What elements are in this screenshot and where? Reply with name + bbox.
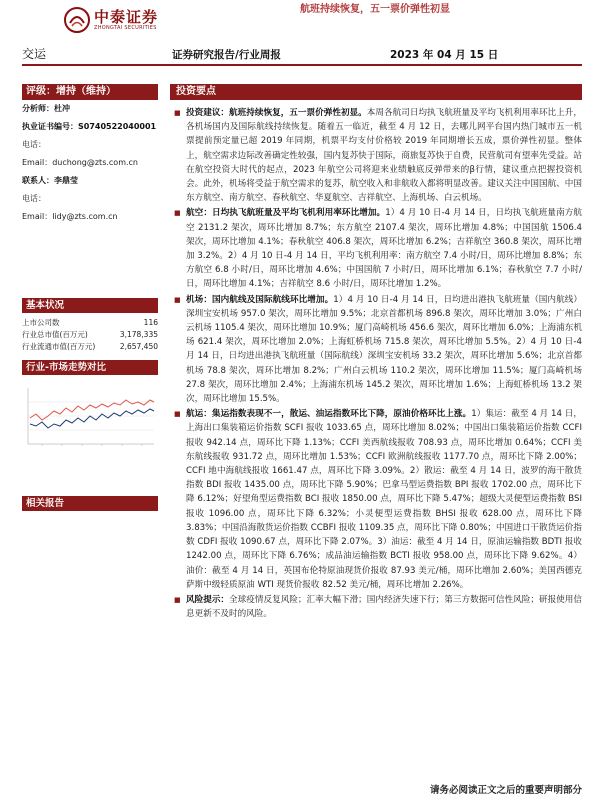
paragraph-airports <box>174 293 582 407</box>
related-reports-title: 相关报告 <box>22 496 158 511</box>
stat-value: 2,657,450 <box>119 342 158 351</box>
analyst-phone: 电话： <box>22 140 46 149</box>
contact-phone: 电话： <box>22 194 46 203</box>
contact-email[interactable]: Email：lidy@zts.com.cn <box>22 212 118 221</box>
contact-label: 联系人： <box>22 176 54 185</box>
paragraph-body: 本周各航司日均执飞航班量及平均飞机利用率环比上升，各机场国内及国际航线持续恢复。随着五一临近，截至 4 月 12 日，去哪儿网平台国内热门城市五一机票提前预定量已超 2019 年同期，机票平均支付价格较 2019 年同期增长五成，票价弹性初显。整体上，航空需求边际改善确定性较强，国内复苏快于国际，商旅复苏快于自费，民营航司有望率先受益。站在航空投资大时代的起点，2023 年航空公司将迎来业绩触底反弹带来的β行情，建议重点把握投资机会。此外，机场将受益于航空需求的复苏，航空收入和非航收入都将明显改善。建议关注中国国航、中国东方航空、南方航空、春秋航空、华夏航空、吉祥航空、上海机场、白云机场。 <box>186 108 582 204</box>
report-type: 证券研究报告/行业周报 <box>172 49 281 61</box>
paragraph-risk <box>174 593 582 621</box>
paragraph-investment-advice <box>174 106 582 205</box>
stat-value: 3,178,335 <box>119 330 158 339</box>
report-running-title: 航班持续恢复，五一票价弹性初显 <box>300 4 450 15</box>
report-date: 2023 年 04 月 15 日 <box>390 49 499 61</box>
paragraph-aviation <box>174 206 582 291</box>
sector-label: 交运 <box>22 47 47 61</box>
paragraph-body: 1）4 月 10 日-4 月 14 日，日均执飞航班量南方航空 2131.2 架次，周环比增加 8.7%；东方航空 2107.4 架次，周环比增加 4.8%；中国国航 1506.4 架次，周环比增加 4.1%；春秋航空 406.8 架次，周环比增加 6.2%；吉祥航空 360.8 架次，周环比增加 3.2%。2）4 月 10 日-4 月 14 日，平均飞机利用率：南方航空 7.4 小时/日，周环比增加 8.8%；东方航空 6.8 小时/日，周环比增加 4.6%；中国国航 7 小时/日，周环比增加 6.1%；春秋航空 7.7 小时/日，周环比增加 4.1%；吉祥航空 8.6 小时/日，周环比增加 1.2%。 <box>186 208 582 290</box>
trend-chart-title: 行业-市场走势对比 <box>22 360 158 375</box>
disclaimer-footer: 请务必阅读正文之后的重要声明部分 <box>429 785 582 796</box>
analyst-email[interactable]: Email：duchong@zts.com.cn <box>22 158 138 167</box>
report-body <box>174 106 582 622</box>
stat-label: 行业总市值(百万元) <box>22 330 88 339</box>
stat-row <box>22 330 158 340</box>
stat-label: 上市公司数 <box>22 318 60 327</box>
license-label: 执业证书编号： <box>22 122 78 131</box>
paragraph-body: 1）4 月 10 日-4 月 14 日，日均进出港执飞航班量（国内航线）深圳宝安机场 957.0 架次，周环比增加 9.5%；北京首都机场 896.8 架次，周环比增加 3.0%；广州白云机场 1105.4 架次，周环比增加 10.9%；厦门高崎机场 456.6 架次，周环比增加 6.0%；上海浦东机场 621.4 架次，周环比增加 2.0%；上海虹桥机场 715.8 架次，周环比增加 5.5%。2）4 月 10 日-4 月 14 日，日均进出港执飞航班量（国际航线）深圳宝安机场 33.2 架次，周环比增加 5.6%；北京首都机场 78.8 架次，周环比增加 8.2%；广州白云机场 110.2 架次，周环比增加 11.5%；厦门高崎机场 27.8 架次，周环比增加 2.4%；上海浦东机场 145.2 架次，周环比增加 1.6%；上海虹桥机场 13.2 架次，周环比增加 15.5%。 <box>186 294 582 405</box>
brand-logo-icon <box>64 7 90 33</box>
brand-logo <box>64 6 174 34</box>
paragraph-lead: 投资建议：航班持续恢复，五一票价弹性初显。 <box>186 108 367 118</box>
paragraph-lead: 风险提示： <box>186 594 230 605</box>
paragraph-lead: 机场：国内航线及国际航线环比增加。 <box>186 294 334 305</box>
analyst-label: 分析师： <box>22 104 54 113</box>
contact-line <box>22 176 162 186</box>
investment-highlights-title: 投资要点 <box>170 84 582 100</box>
basic-status-title: 基本状况 <box>22 298 158 313</box>
analyst-name: 杜冲 <box>54 104 70 113</box>
stat-row <box>22 342 158 352</box>
contact-name: 李鼎莹 <box>54 176 78 185</box>
analyst-line <box>22 104 162 114</box>
sector-series-line <box>30 409 154 428</box>
paragraph-shipping <box>174 407 582 592</box>
header-divider <box>22 64 582 66</box>
rating-badge: 评级：增持（维持） <box>22 84 158 100</box>
stat-value: 116 <box>143 318 158 327</box>
paragraph-lead: 航空：日均执飞航班量及平均飞机利用率环比增加。 <box>186 208 386 219</box>
paragraph-body: 全球疫情反复风险；汇率大幅下滑；国内经济失速下行；第三方数据可信性风险；研报使用信息更新不及时的风险。 <box>186 594 582 620</box>
paragraph-body: 1）集运：截至 4 月 14 日，上海出口集装箱运价指数 SCFI 报收 1033.65 点，周环比增加 8.02%；中国出口集装箱运价指数 CCFI 报收 942.14 点，周环比下降 1.13%；CCFI 美西航线报收 708.93 点，周环比增加 0.64%；CCFI 美东航线报收 931.72 点，周环比增加 1.53%；CCFI 欧洲航线报收 1177.70 点，周环比下降 2.00%；CCFI 地中海航线报收 1661.47 点，周环比下降 3.09%。2）散运：截至 4 月 14 日，波罗的海干散货指数 BDI 报收 1435.00 点，周环比下降 5.90%；巴拿马型运费指数 BPI 报收 1702.00 点，周环比下降 6.12%；好望角型运费指数 BCI 报收 1850.00 点，周环比下降 5.47%；超级大灵便型运费指数 BSI 报收 1096.00 点，周环比下降 6.32%；小灵便型运费指数 BHSI 报收 628.00 点，周环比下降 3.83%；中国沿海散货运价指数 CCBFI 报收 1109.35 点，周环比下降 0.80%；中国进口干散货运价指数 CDFI 报收 1090.67 点，周环比下降 2.07%。3）油运：截至 4 月 14 日，原油运输指数 BDTI 报收 1242.00 点，周环比下降 6.76%；成品油运输指数 BCTI 报收 958.00 点，周环比下降 9.62%。4）油价：截至 4 月 14 日，英国布伦特原油现货价报收 87.93 美元/桶，周环比增加 2.60%；美国西德克萨斯中级轻质原油 WTI 现货价报收 82.52 美元/桶，周环比增加 2.26%。 <box>186 409 582 590</box>
stat-label: 行业流通市值(百万元) <box>22 342 96 351</box>
sector-vs-market-chart <box>22 378 158 458</box>
license-number: S0740522040001 <box>78 122 157 131</box>
brand-name-en: ZHONGTAI SECURITIES <box>94 24 157 31</box>
paragraph-lead: 航运：集运指数表现不一，散运、油运指数环比下降，原油价格环比上涨。 <box>186 409 472 420</box>
stat-row <box>22 318 158 328</box>
chart-x-ticks <box>42 444 142 446</box>
license-line <box>22 122 162 132</box>
brand-name-cn: 中泰证券 <box>94 7 159 26</box>
